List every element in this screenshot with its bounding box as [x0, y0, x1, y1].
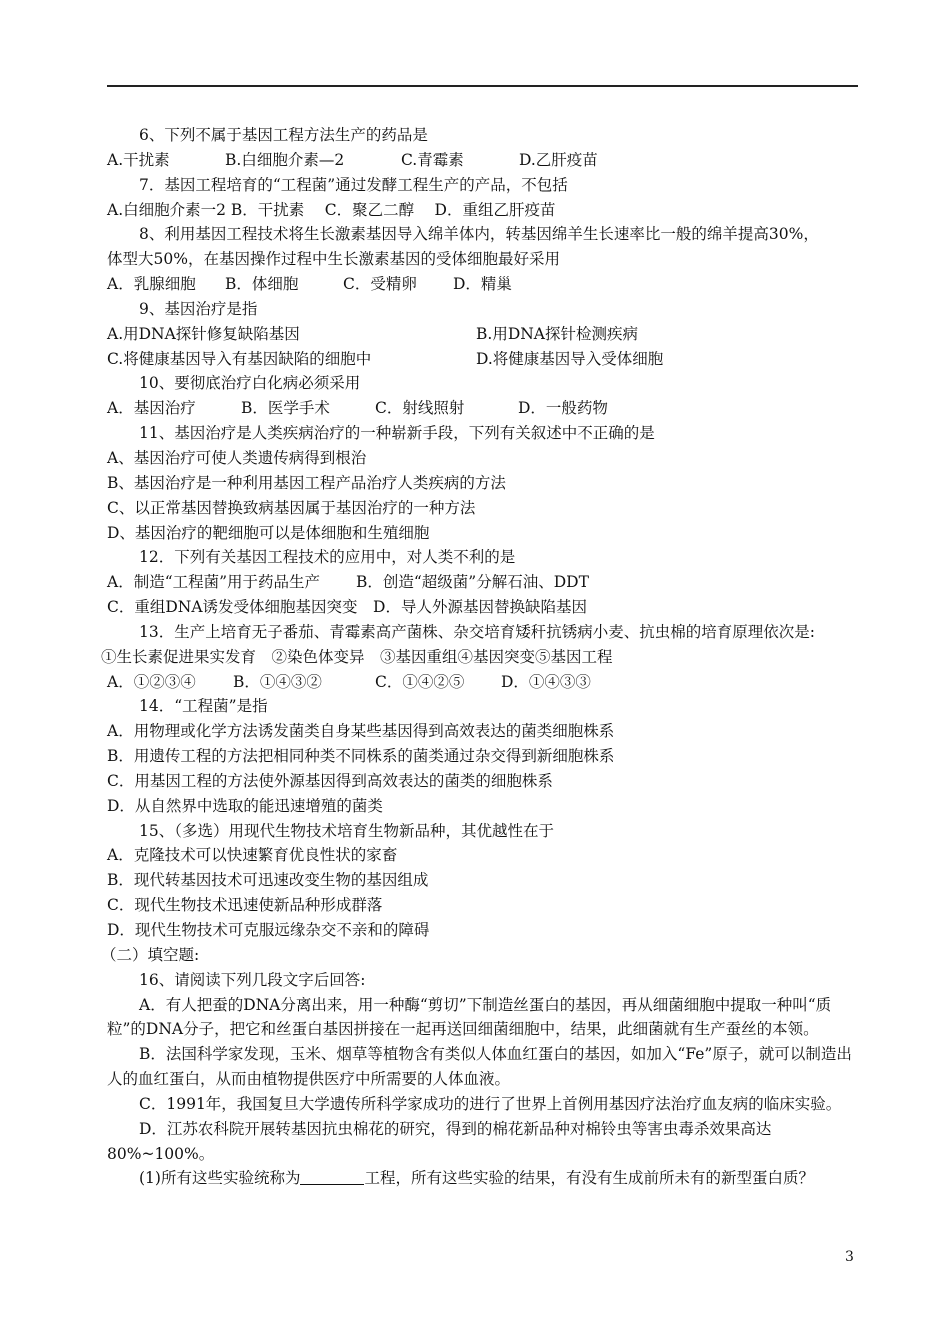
question-7-stem: 7．基因工程培育的“工程菌”通过发酵工程生产的产品，不包括	[139, 175, 568, 194]
option-d: D.将健康基因导入受体细胞	[476, 349, 664, 368]
question-14-option-c: C．用基因工程的方法使外源基因得到高效表达的菌类的细胞株系	[107, 771, 553, 790]
question-9-stem: 9、基因治疗是指	[139, 299, 258, 318]
option-a: A．①②③④	[107, 672, 196, 691]
question-14-option-b: B．用遗传工程的方法把相同种类不同株系的菌类通过杂交得到新细胞株系	[107, 747, 615, 766]
option-b: B.白细胞介素—2	[225, 150, 345, 169]
option-a: A．基因治疗	[107, 399, 196, 418]
question-12-stem: 12．下列有关基因工程技术的应用中，对人类不利的是	[139, 548, 516, 567]
question-11-option-c: C、以正常基因替换致病基因属于基因治疗的一种方法	[107, 498, 476, 517]
option-c: C．受精卵	[343, 275, 417, 294]
question-12-options-ab: A．制造“工程菌”用于药品生产 B．创造“超级菌”分解石油、DDT	[107, 573, 589, 592]
question-13-stem-line1: 13．生产上培育无子番茄、青霉素高产菌株、杂交培育矮秆抗锈病小麦、抗虫棉的培育原理依次是:	[139, 622, 815, 641]
question-13-stem-line2: ①生长素促进果实发育 ②染色体变异 ③基因重组④基因突变⑤基因工程	[101, 647, 613, 666]
question-11-option-b: B、基因治疗是一种利用基因工程产品治疗人类疾病的方法	[107, 473, 506, 492]
question-14-stem: 14．“工程菌”是指	[139, 697, 268, 716]
page-number: 3	[845, 1249, 854, 1265]
question-16-paragraph-d: D．江苏农科院开展转基因抗虫棉花的研究，得到的棉花新品种对棉铃虫等害虫毒杀效果高达80%~100%。	[107, 1119, 772, 1163]
answer-blank[interactable]	[300, 1170, 364, 1185]
question-8-stem-line1: 8、利用基因工程技术将生长激素基因导入绵羊体内，转基因绵羊生长速率比一般的绵羊提高30%，	[139, 225, 819, 244]
option-a: A.干扰素	[107, 150, 170, 169]
option-d: D.乙肝疫苗	[519, 150, 598, 169]
question-9-options-cd	[107, 347, 867, 372]
question-11-option-a: A、基因治疗可使人类遗传病得到根治	[107, 448, 367, 467]
header-rule	[107, 85, 858, 87]
option-c: C．①④②⑤	[375, 672, 465, 691]
option-d: D．精巢	[453, 275, 512, 294]
question-15-option-a: A．克隆技术可以快速繁育优良性状的家畜	[107, 846, 398, 865]
question-9-options-ab	[107, 322, 867, 347]
sub-1-prefix: (1)所有这些实验统称为	[139, 1169, 301, 1188]
option-b: B．体细胞	[225, 275, 299, 294]
option-d: D．一般药物	[518, 399, 608, 418]
question-16-stem: 16、请阅读下列几段文字后回答:	[139, 970, 366, 989]
question-15-option-c: C．现代生物技术迅速使新品种形成群落	[107, 896, 383, 915]
option-a: A.用DNA探针修复缺陷基因	[107, 324, 300, 343]
question-6-options	[107, 148, 867, 173]
sub-1-suffix: 工程，所有这些实验的结果，有没有生成前所未有的新型蛋白质？	[364, 1169, 814, 1188]
question-8-stem-line2: 体型大50%，在基因操作过程中生长激素基因的受体细胞最好采用	[107, 250, 560, 269]
option-c: C．射线照射	[375, 399, 465, 418]
option-d: D．①④③③	[501, 672, 591, 691]
option-c: C.将健康基因导入有基因缺陷的细胞中	[107, 349, 372, 368]
section-title: （二）填空题:	[101, 945, 200, 964]
question-15-option-d: D．现代生物技术可克服远缘杂交不亲和的障碍	[107, 921, 430, 939]
question-12-options-cd: C．重组DNA诱发受体细胞基因突变 D．导人外源基因替换缺陷基因	[107, 598, 587, 617]
question-10-stem: 10、要彻底治疗白化病必须采用	[139, 374, 361, 393]
option-b: B．①④③②	[233, 672, 322, 691]
option-b: B.用DNA探针检测疾病	[476, 324, 639, 343]
option-a: A．乳腺细胞	[107, 275, 196, 294]
question-16-paragraph-b: B．法国科学家发现，玉米、烟草等植物含有类似人体血红蛋白的基因，如加入“Fe”原子，就可以制造出人的血红蛋白，从而由植物提供医疗中所需要的人体血液。	[107, 1045, 852, 1089]
question-15-stem: 15、（多选）用现代生物技术培育生物新品种，其优越性在于	[139, 821, 554, 840]
question-8-options	[107, 272, 867, 297]
question-11-option-d: D、基因治疗的靶细胞可以是体细胞和生殖细胞	[107, 523, 430, 542]
question-16-sub-1	[107, 1166, 867, 1191]
question-15-option-b: B．现代转基因技术可迅速改变生物的基因组成	[107, 871, 429, 890]
option-b: B．医学手术	[241, 399, 330, 418]
question-16-paragraph-c: C．1991年，我国复旦大学遗传所科学家成功的进行了世界上首例用基因疗法治疗血友病的临床实验。	[139, 1094, 842, 1113]
question-13-options	[107, 670, 867, 695]
question-sheet	[101, 123, 867, 1191]
question-14-option-d: D．从自然界中选取的能迅速增殖的菌类	[107, 796, 383, 815]
question-7-options: A.白细胞介素一2 B．干扰素 C．聚乙二醇 D．重组乙肝疫苗	[107, 200, 556, 219]
question-14-option-a: A．用物理或化学方法诱发菌类自身某些基因得到高效表达的菌类细胞株系	[107, 722, 615, 741]
question-16-paragraph-a: A．有人把蚕的DNA分离出来，用一种酶“剪切”下制造丝蛋白的基因，再从细菌细胞中提取一种叫“质粒”的DNA分子，把它和丝蛋白基因拼接在一起再送回细菌细胞中，结果，此细菌就有生产蚕丝的本领。	[107, 995, 832, 1039]
question-6-stem: 6、下列不属于基因工程方法生产的药品是	[139, 126, 428, 144]
question-10-options	[107, 396, 867, 421]
option-c: C.青霉素	[401, 150, 464, 169]
question-11-stem: 11、基因治疗是人类疾病治疗的一种崭新手段，下列有关叙述中不正确的是	[139, 424, 655, 443]
